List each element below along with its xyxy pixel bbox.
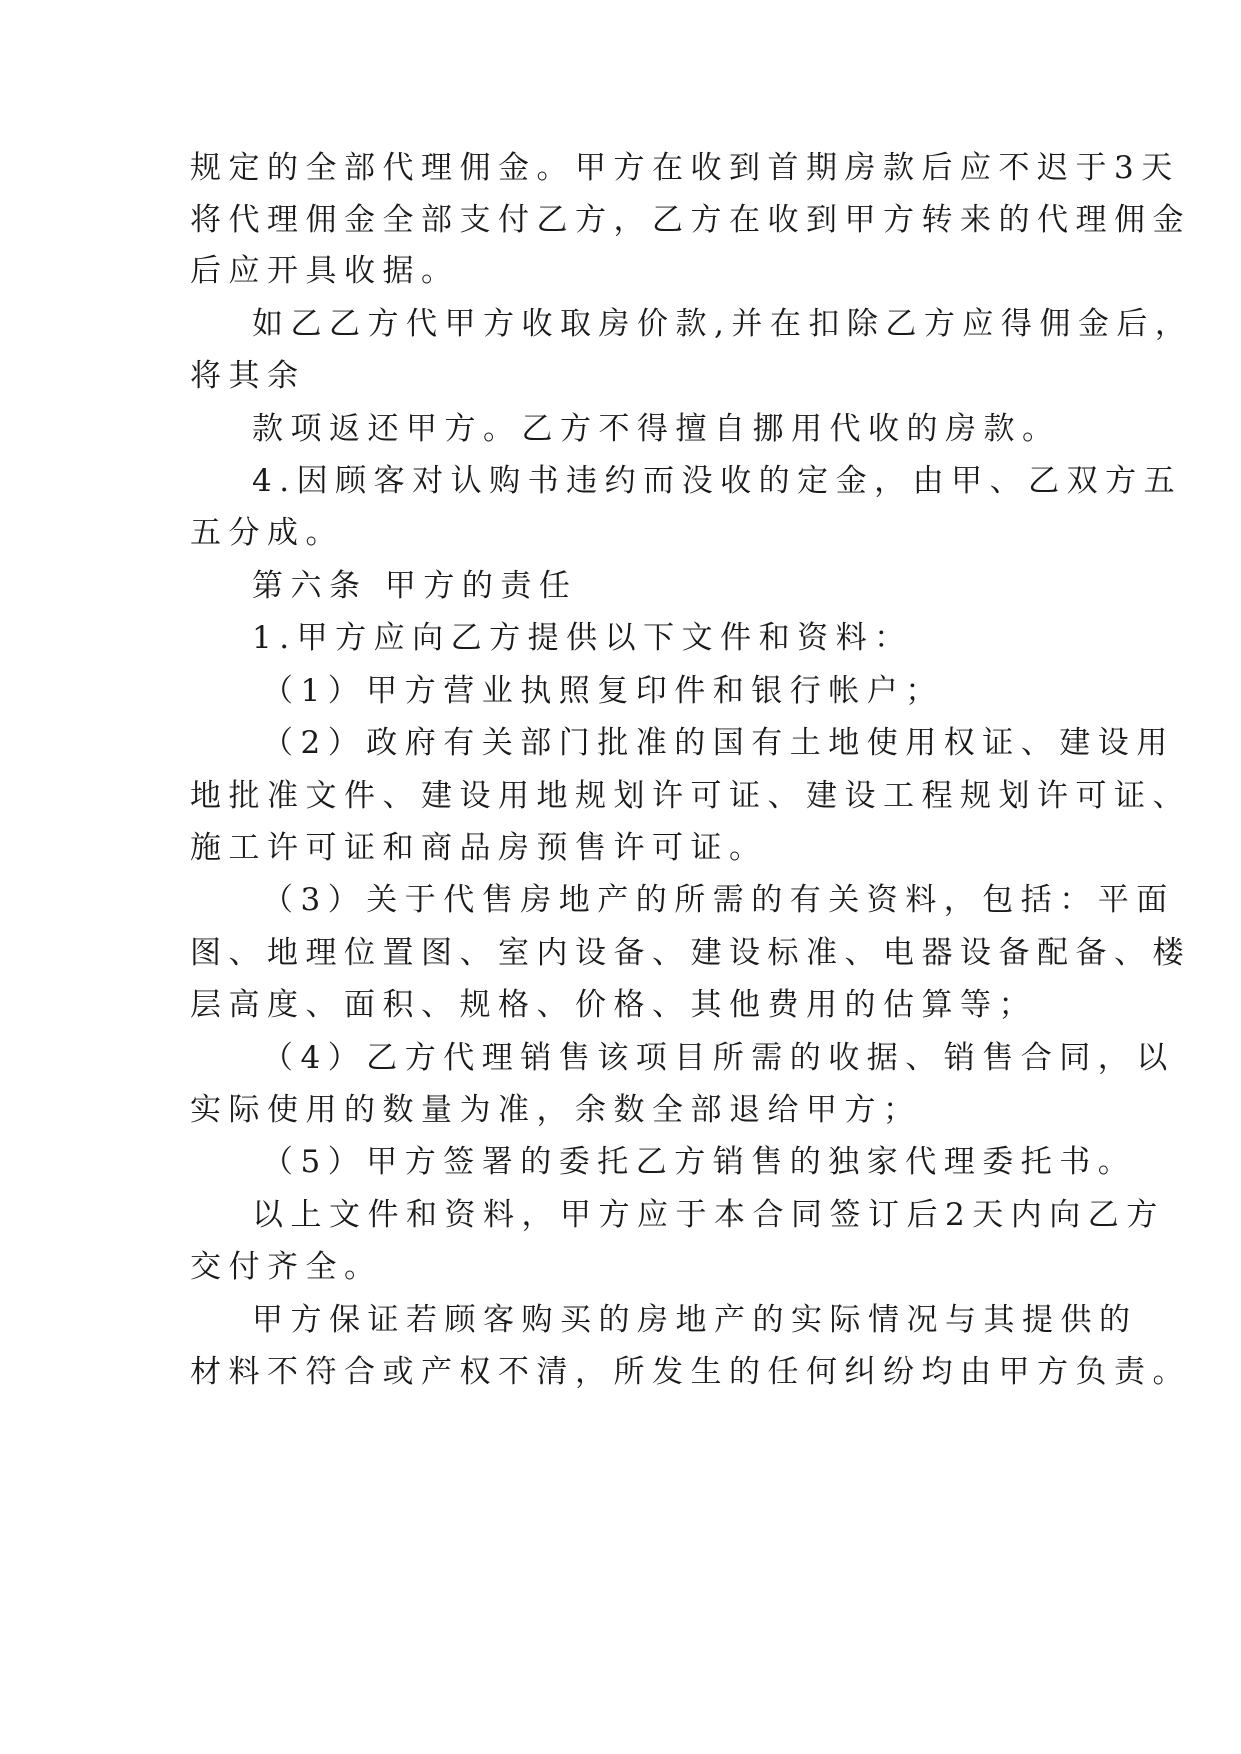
text-line-10: 1.甲方应向乙方提供以下文件和资料： — [252, 620, 913, 656]
text-line-8: 五分成。 — [190, 515, 344, 551]
text-line-6: 款项返还甲方。乙方不得擅自挪用代收的房款。 — [252, 411, 1061, 447]
section-heading: 第六条 甲方的责任 — [252, 568, 578, 604]
text-line-5: 将其余 — [190, 358, 306, 394]
text-line-23: 甲方保证若顾客购买的房地产的实际情况与其提供的 — [252, 1302, 1138, 1338]
text-line-4: 如乙乙方代甲方收取房价款,并在扣除乙方应得佣金后， — [252, 306, 1194, 342]
text-line-22: 交付齐全。 — [190, 1249, 383, 1285]
text-line-1: 规定的全部代理佣金。甲方在收到首期房款后应不迟于3天 — [190, 150, 1180, 186]
text-line-15: （3）关于代售房地产的所需的有关资料，包括：平面 — [262, 882, 1175, 918]
text-line-21: 以上文件和资料，甲方应于本合同签订后2天内向乙方 — [252, 1197, 1165, 1233]
text-line-2: 将代理佣金全部支付乙方，乙方在收到甲方转来的代理佣金 — [190, 202, 1191, 238]
text-line-16: 图、地理位置图、室内设备、建设标准、电器设备配备、楼 — [190, 935, 1191, 971]
text-line-7: 4.因顾客对认购书违约而没收的定金，由甲、乙双方五 — [252, 463, 1183, 499]
text-line-13: 地批准文件、建设用地规划许可证、建设工程规划许可证、 — [190, 778, 1191, 814]
text-line-17: 层高度、面积、规格、价格、其他费用的估算等； — [190, 987, 1037, 1023]
text-line-18: （4）乙方代理销售该项目所需的收据、销售合同，以 — [262, 1040, 1175, 1076]
text-line-11: （1）甲方营业执照复印件和银行帐户； — [262, 673, 944, 709]
text-line-14: 施工许可证和商品房预售许可证。 — [190, 830, 768, 866]
text-line-12: （2）政府有关部门批准的国有土地使用权证、建设用 — [262, 725, 1175, 761]
text-line-3: 后应开具收据。 — [190, 253, 460, 289]
text-line-19: 实际使用的数量为准，余数全部退给甲方； — [190, 1092, 922, 1128]
text-line-24: 材料不符合或产权不清，所发生的任何纠纷均由甲方负责。 — [190, 1354, 1191, 1390]
text-line-20: （5）甲方签署的委托乙方销售的独家代理委托书。 — [262, 1144, 1137, 1180]
